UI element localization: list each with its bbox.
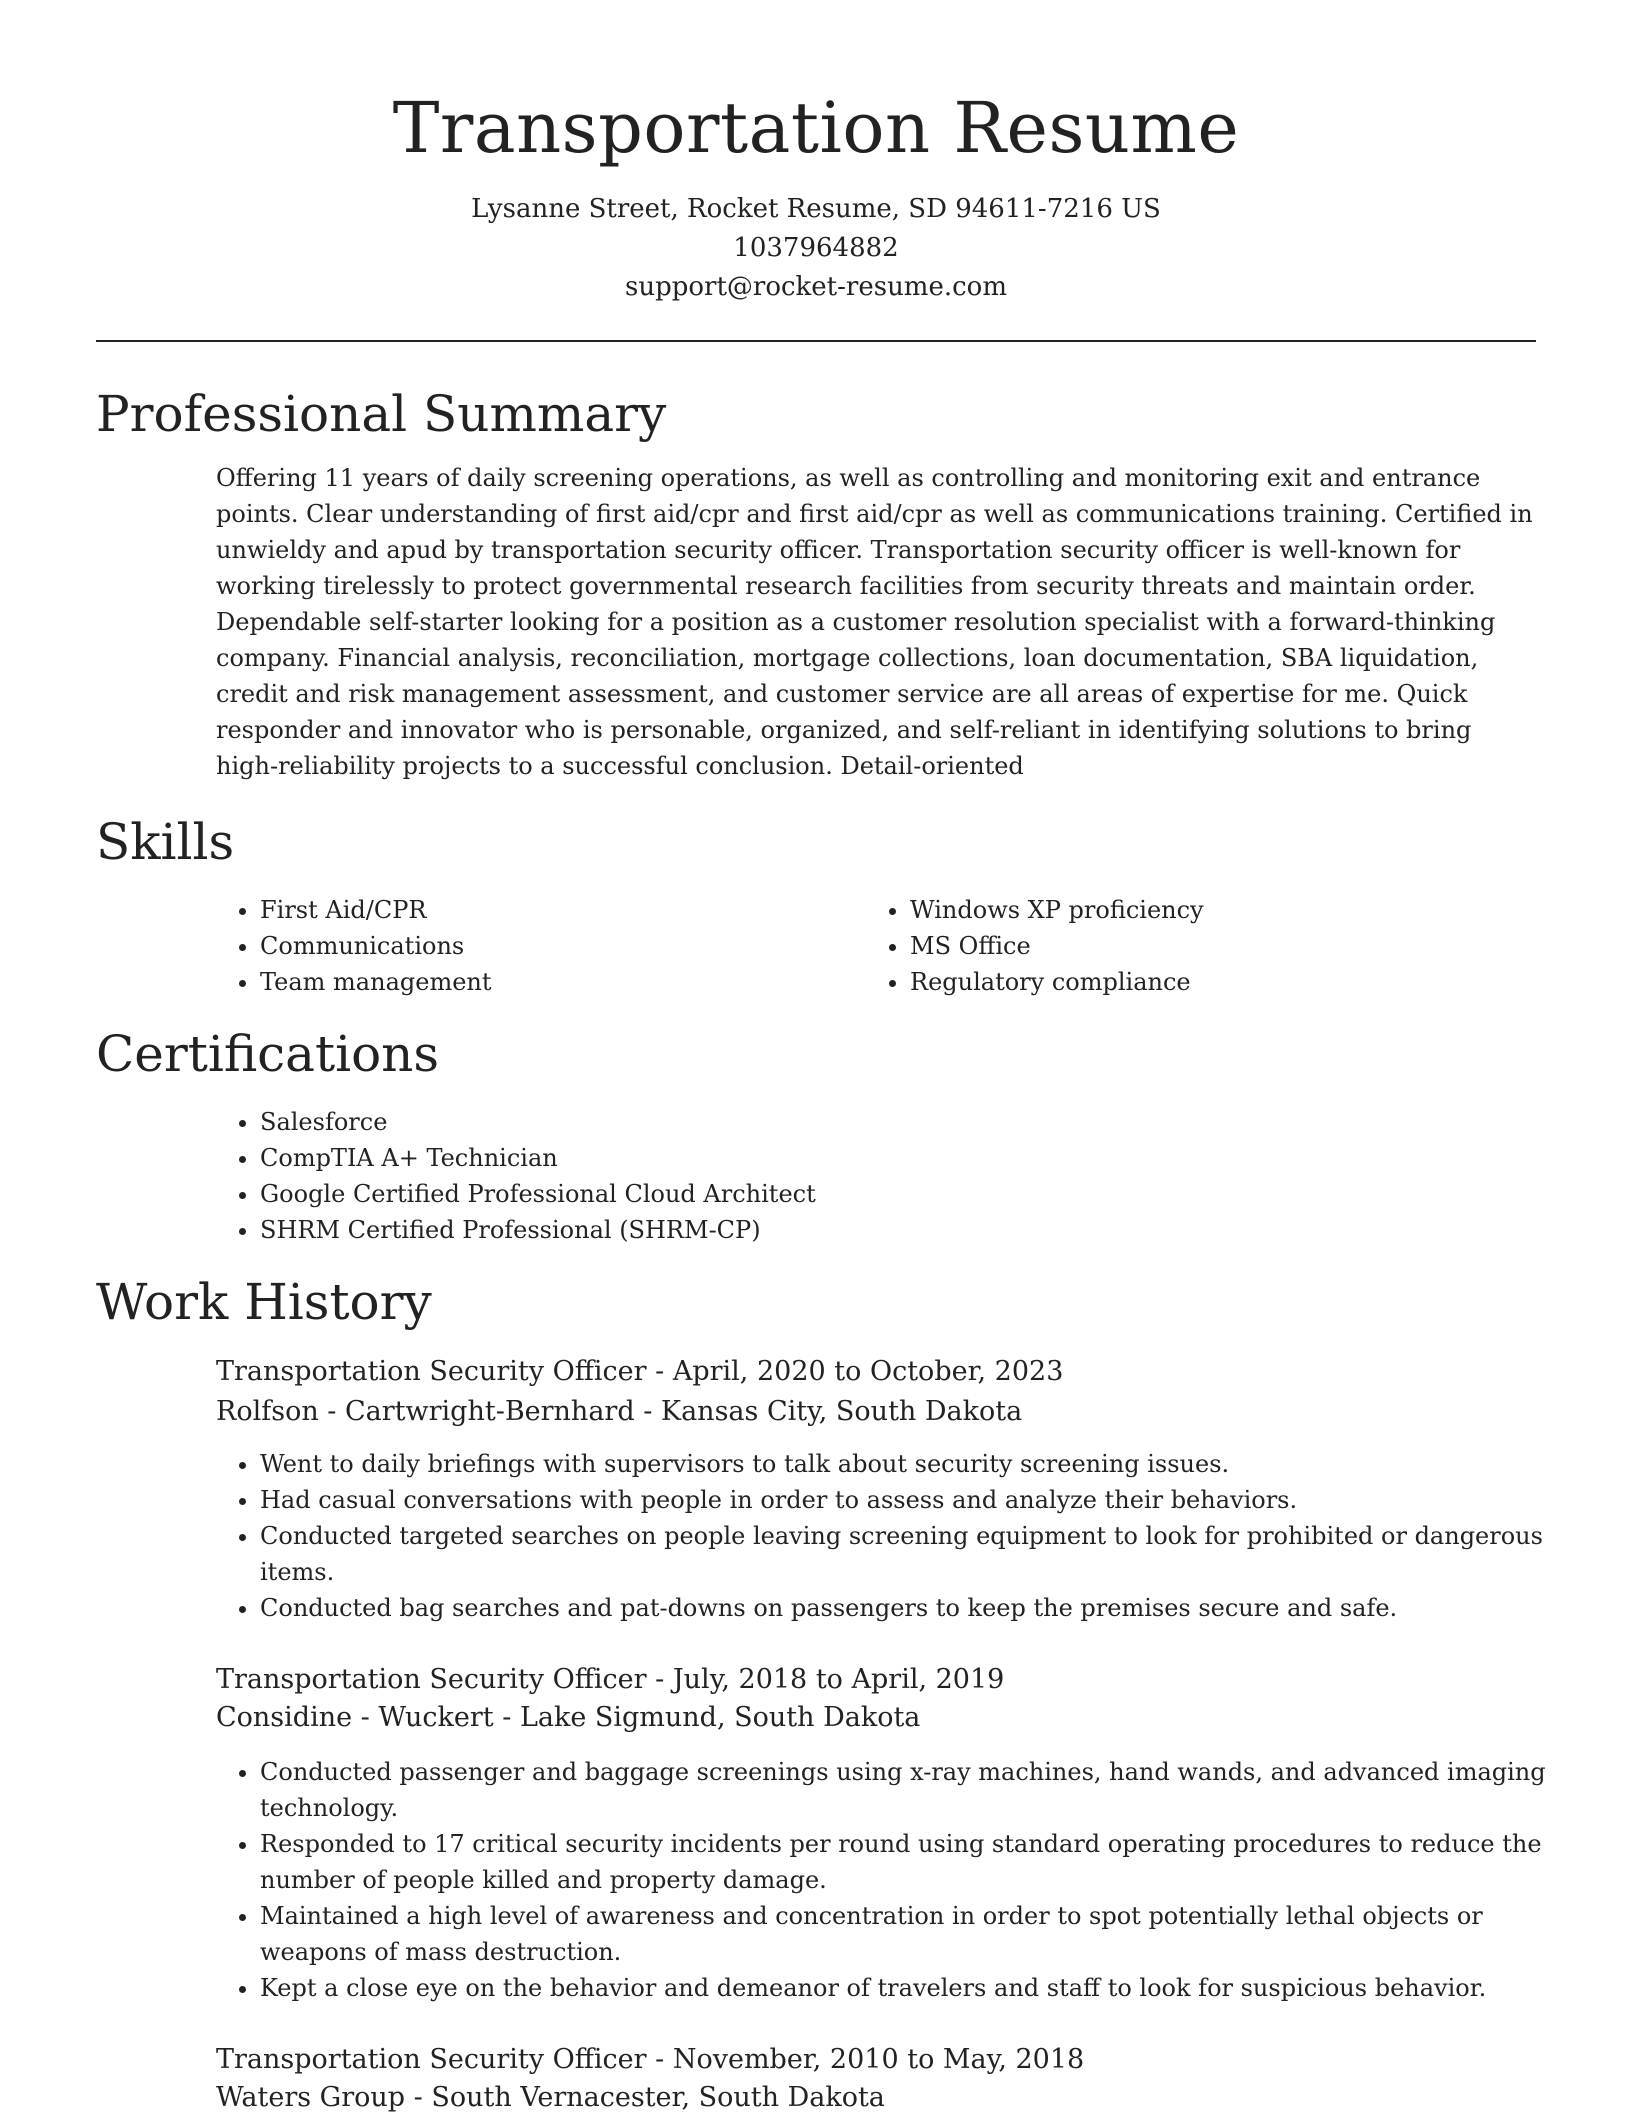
job-company: Rolfson - Cartwright-Bernhard: [216, 1396, 635, 1427]
contact-email: support@rocket-resume.com: [624, 272, 1007, 302]
summary-text: Offering 11 years of daily screening operations, as well as controlling and monitoring exit and entrance points. Clear understanding of first aid/cpr and first aid/cpr as well as communications training. Certified in unwieldy and apud by transportation security officer. Transportation security officer is well-known for working tirelessly to protect governmental research facilities from security threats and maintain order. Dependable self-starter looking for a position as a customer resolution specialist with a forward-thinking company. Financial analysis, reconciliation, mortgage collections, loan documentation, SBA liquidation, credit and risk management assessment, and customer service are all areas of expertise for me. Quick responder and innovator who is personable, organized, and self-reliant in identifying solutions to bring high-reliability projects to a successful conclusion. Detail-oriented: [216, 464, 1533, 780]
job-company-line: Considine - Wuckert - Lake Sigmund, South Dakota: [216, 1702, 921, 1733]
job-bullet: • Maintained a high level of awareness and concentration in order to spot potentially lethal objects or weapons of mass destruction.: [260, 1898, 1580, 1970]
job-bullet: • Kept a close eye on the behavior and demeanor of travelers and staff to look for suspicious behavior.: [260, 1970, 1580, 2006]
certification-item: • Google Certified Professional Cloud Architect: [260, 1176, 1580, 1212]
job-bullet: • Had casual conversations with people in order to assess and analyze their behaviors.: [260, 1482, 1580, 1518]
job-bullet: • Responded to 17 critical security incidents per round using standard operating procedures to reduce the number of people killed and property damage.: [260, 1826, 1580, 1898]
skill-item: • Team management: [260, 964, 860, 1000]
job-bullets: [216, 1446, 1580, 1626]
contact-block: [0, 190, 1632, 307]
skill-item: • MS Office: [910, 928, 1550, 964]
job-title-line: Transportation Security Officer - April, 2020 to October, 2023: [216, 1356, 1064, 1387]
job-title: Transportation Security Officer: [216, 1664, 647, 1695]
job-company-line: Rolfson - Cartwright-Bernhard - Kansas City, South Dakota: [216, 1396, 1023, 1427]
job-bullet: • Conducted passenger and baggage screenings using x-ray machines, hand wands, and advanced imaging technology.: [260, 1754, 1580, 1826]
header-divider: [96, 340, 1536, 342]
job-company: Waters Group: [216, 2082, 406, 2113]
certifications-heading: Certifications: [96, 1025, 440, 1083]
resume-title: Transportation Resume: [392, 87, 1240, 169]
job-bullet: • Went to daily briefings with supervisors to talk about security screening issues.: [260, 1446, 1580, 1482]
job-location: Kansas City, South Dakota: [660, 1396, 1023, 1427]
job-company-line: Waters Group - South Vernacester, South Dakota: [216, 2082, 885, 2113]
skills-list-right: [866, 892, 1550, 1000]
skill-item: • First Aid/CPR: [260, 892, 860, 928]
job-title: Transportation Security Officer: [216, 1356, 647, 1387]
certification-item: • Salesforce: [260, 1104, 1580, 1140]
skill-item: • Windows XP proficiency: [910, 892, 1550, 928]
summary-heading: Professional Summary: [96, 385, 667, 443]
contact-address: Lysanne Street, Rocket Resume, SD 94611-7216 US: [471, 194, 1161, 224]
job-title-line: Transportation Security Officer - July, 2018 to April, 2019: [216, 1664, 1005, 1695]
job-company: Considine - Wuckert: [216, 1702, 494, 1733]
job-title-line: Transportation Security Officer - November, 2010 to May, 2018: [216, 2044, 1085, 2075]
resume-header: [0, 80, 1632, 176]
skills-list-left: [216, 892, 860, 1000]
job-location: South Vernacester, South Dakota: [431, 2082, 885, 2113]
job-title: Transportation Security Officer: [216, 2044, 647, 2075]
skills-heading: Skills: [96, 813, 235, 871]
work-history-heading: Work History: [96, 1273, 432, 1331]
skill-item: • Regulatory compliance: [910, 964, 1550, 1000]
certification-item: • CompTIA A+ Technician: [260, 1140, 1580, 1176]
job-dates: July, 2018 to April, 2019: [672, 1664, 1005, 1695]
job-bullet: • Conducted bag searches and pat-downs on passengers to keep the premises secure and safe.: [260, 1590, 1580, 1626]
certifications-list: [216, 1104, 1580, 1248]
contact-phone: 1037964882: [733, 233, 899, 263]
job-bullets: [216, 1754, 1580, 2006]
job-location: Lake Sigmund, South Dakota: [519, 1702, 921, 1733]
certification-item: • SHRM Certified Professional (SHRM-CP): [260, 1212, 1580, 1248]
job-dates: April, 2020 to October, 2023: [672, 1356, 1064, 1387]
skill-item: • Communications: [260, 928, 860, 964]
job-bullet: • Conducted targeted searches on people leaving screening equipment to look for prohibited or dangerous items.: [260, 1518, 1580, 1590]
job-dates: November, 2010 to May, 2018: [672, 2044, 1085, 2075]
